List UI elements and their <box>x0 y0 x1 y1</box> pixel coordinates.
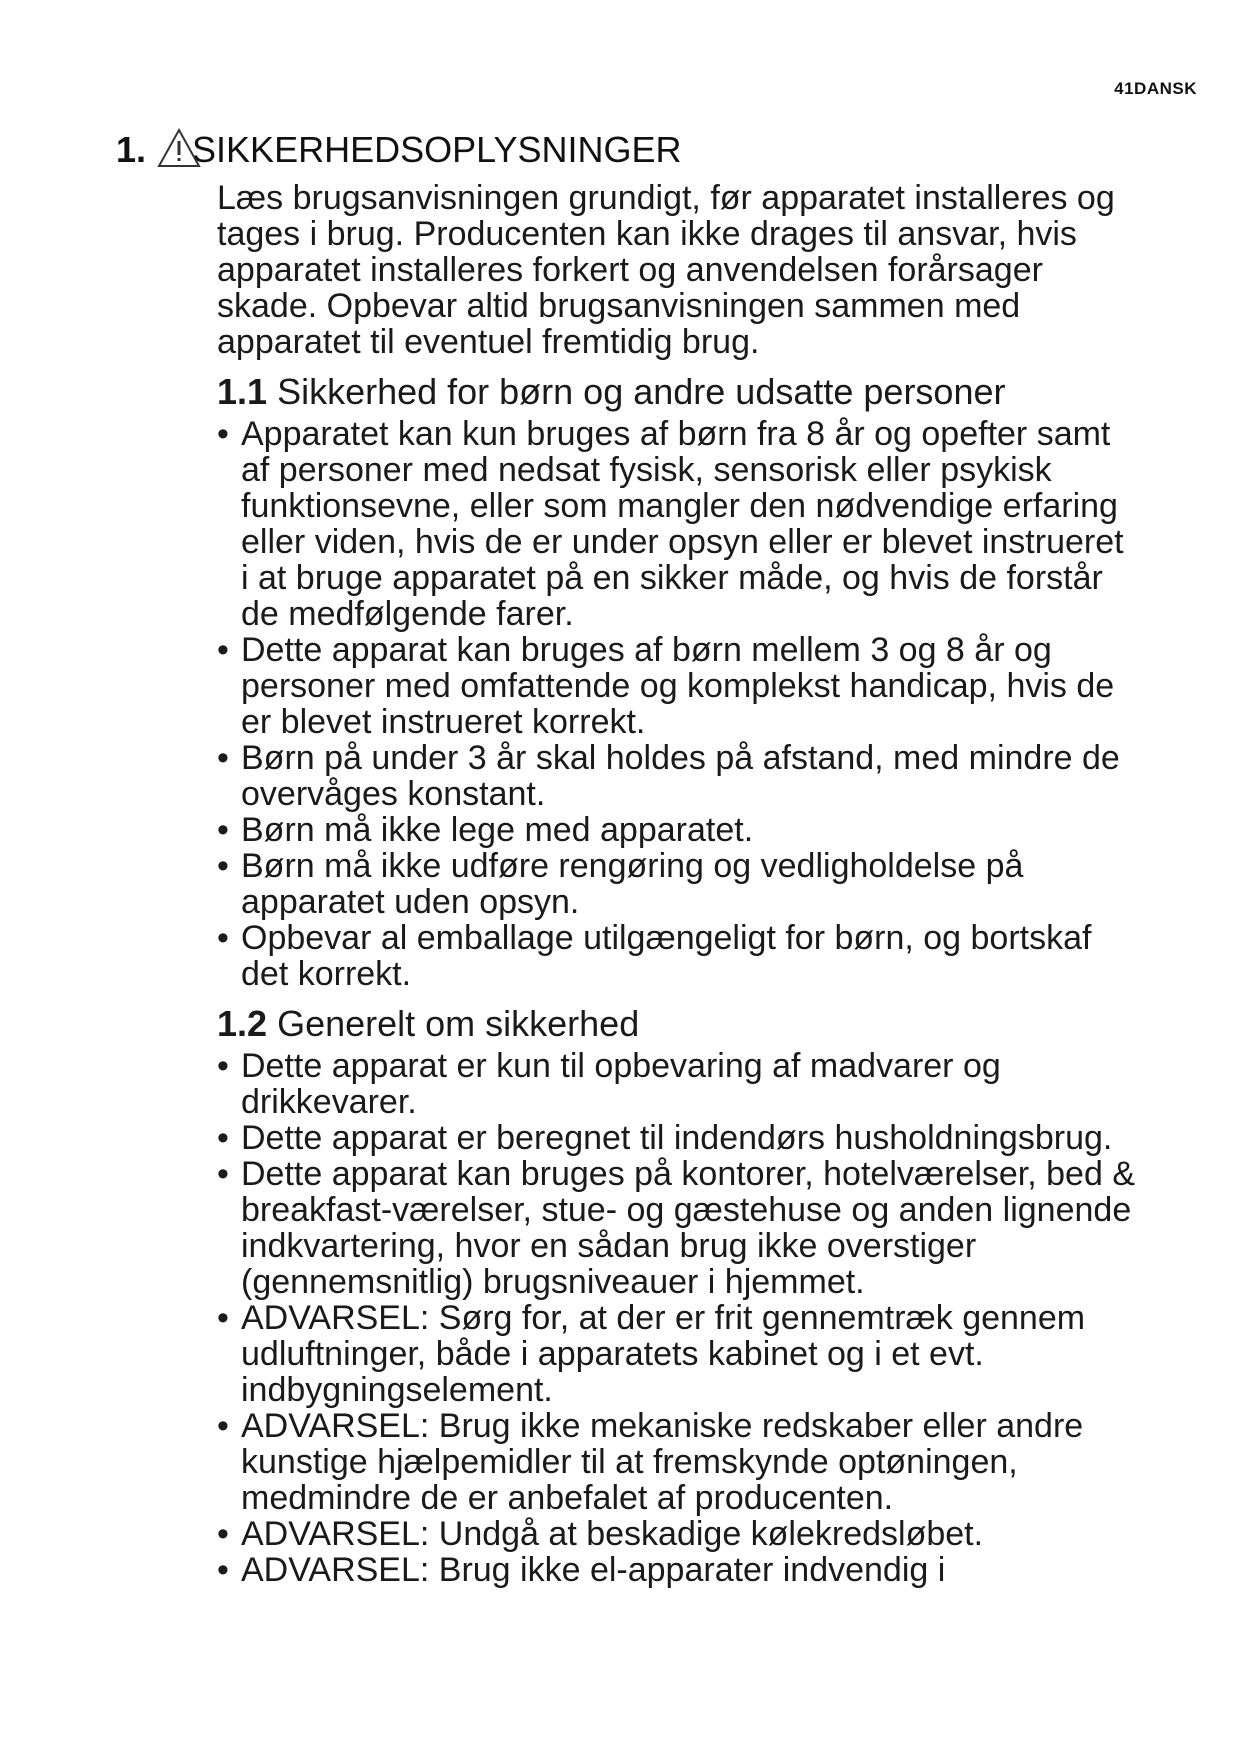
list-item: • Dette apparat kan bruges af børn mellem 3 og 8 år og personer med omfattende og komplekst handicap, hvis de er blevet instrueret korrekt. <box>217 631 1115 741</box>
subsection-heading-1 <box>217 372 1137 412</box>
list-item: • Børn må ikke lege med apparatet. <box>217 811 754 849</box>
intro-paragraph: Læs brugsanvisningen grundigt, før apparatet installeres og tages i brug. Producenten kan ikke drages til ansvar, hvis apparatet installeres forkert og anvendelsen forårsager skade. Opbevar altid brugsanvisningen sammen med apparatet til eventuel fremtidig brug. <box>217 179 1115 361</box>
list-item: • Apparatet kan kun bruges af børn fra 8 år og opefter samt af personer med nedsat fysisk, sensorisk eller psykisk funktionsevne, eller som mangler den nødvendige erfaring eller viden, hvis de er under opsyn eller er blevet instrueret i at bruge apparatet på en sikker måde, og hvis de forstår de medfølgende farer. <box>217 415 1124 633</box>
list-item: • ADVARSEL: Brug ikke mekaniske redskaber eller andre kunstige hjælpemidler til at fremskynde optøningen, medmindre de er anbefalet af producenten. <box>217 1407 1084 1517</box>
list-item: • ADVARSEL: Undgå at beskadige kølekredsløbet. <box>217 1515 984 1553</box>
warning-triangle-icon <box>156 126 202 170</box>
list-item: • Dette apparat er beregnet til indendørs husholdningsbrug. <box>217 1119 1113 1157</box>
list-item: • Opbevar al emballage utilgængeligt for børn, og bortskaf det korrekt. <box>217 919 1092 993</box>
list-item: • Dette apparat er kun til opbevaring af madvarer og drikkevarer. <box>217 1047 1001 1121</box>
section-title-text: SIKKERHEDSOPLYSNINGER <box>192 129 682 170</box>
page-header-tag: 41DANSK <box>1114 79 1197 98</box>
bullet-list-1 <box>217 416 1137 992</box>
list-item: • Dette apparat kan bruges på kontorer, hotelværelser, bed & breakfast-værelser, stue- og gæstehuse og anden lignende indkvartering, hvor en sådan brug ikke overstiger (gennemsnitlig) brugsniveauer i hjemmet. <box>217 1155 1135 1301</box>
list-item: • Børn på under 3 år skal holdes på afstand, med mindre de overvåges konstant. <box>217 739 1120 813</box>
bullet-list-2 <box>217 1048 1137 1588</box>
list-item: • Børn må ikke udføre rengøring og vedligholdelse på apparatet uden opsyn. <box>217 847 1024 921</box>
subsection-number: 1.1 <box>217 371 268 412</box>
list-item: • ADVARSEL: Brug ikke el-apparater indvendig i <box>217 1551 946 1589</box>
content-body <box>217 180 1137 1600</box>
subsection-heading-2 <box>217 1004 1137 1044</box>
subsection-title: Generelt om sikkerhed <box>277 1003 640 1044</box>
list-item: • ADVARSEL: Sørg for, at der er frit gennemtræk gennem udluftninger, både i apparatets kabinet og i et evt. indbygningselement. <box>217 1299 1086 1409</box>
section-number: 1. <box>116 129 147 170</box>
subsection-title: Sikkerhed for børn og andre udsatte personer <box>277 371 1006 412</box>
section-title <box>116 128 682 172</box>
subsection-number: 1.2 <box>217 1003 268 1044</box>
